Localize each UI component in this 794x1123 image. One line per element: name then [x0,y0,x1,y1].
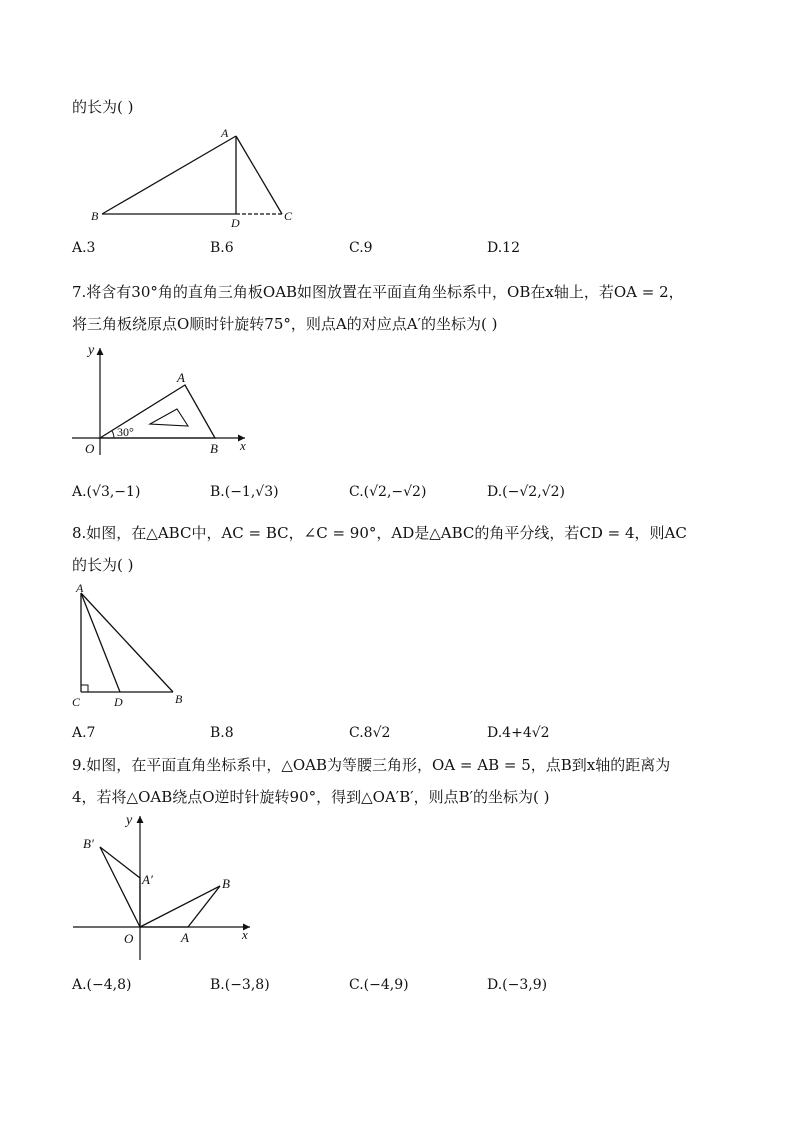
q6-option-d[interactable]: D.12 [487,240,520,256]
q8-stem-line1: 8.如图，在△ABC中，AC = BC，∠C = 90°，AD是△ABC的角平分线，若CD = 4，则AC [72,524,687,542]
q7-option-c[interactable]: C.(√2,−√2) [349,484,427,500]
q8-figure [70,582,195,710]
q7-stem-line1: 7.将含有30°角的直角三角板OAB如图放置在平面直角坐标系中，OB在x轴上，若OA = 2， [72,283,684,301]
q9-label-b-prime: B′ [83,836,94,851]
q6-option-a[interactable]: A.3 [72,240,96,256]
q7-option-d[interactable]: D.(−√2,√2) [487,484,565,500]
q6-option-c[interactable]: C.9 [349,240,373,256]
q9-option-b[interactable]: B.(−3,8) [210,977,270,993]
q9-label-b: B [222,876,230,891]
q7-label-o: O [85,441,95,456]
q9-stem-line2: 4，若将△OAB绕点O逆时针旋转90°，得到△OA′B′，则点B′的坐标为( ) [72,788,550,806]
q9-label-x: x [242,927,248,942]
q9-option-d[interactable]: D.(−3,9) [487,977,548,993]
q7-stem-line2: 将三角板绕原点O顺时针旋转75°，则点A的对应点A′的坐标为( ) [72,315,498,333]
q7-label-a: A [177,370,185,385]
q8-label-c: C [72,695,81,709]
q9-label-a: A [181,930,189,945]
q9-figure [70,808,260,963]
q9-label-a-prime: A′ [142,872,153,887]
q6-label-d: D [231,216,240,230]
q7-label-b: B [210,441,218,456]
q8-stem-line2: 的长为( ) [72,556,134,574]
q6-label-b: B [91,209,99,223]
q9-option-a[interactable]: A.(−4,8) [72,977,132,993]
q6-label-c: C [284,209,293,223]
q8-label-b: B [175,692,183,706]
q6-option-b[interactable]: B.6 [210,240,234,256]
q9-option-c[interactable]: C.(−4,9) [349,977,409,993]
q7-label-y: y [88,343,95,358]
q8-option-d[interactable]: D.4+4√2 [487,725,550,741]
q7-option-a[interactable]: A.(√3,−1) [72,484,141,500]
q7-label-x: x [240,438,246,453]
q9-label-y: y [126,813,133,828]
q8-option-b[interactable]: B.8 [210,725,234,741]
q6-figure [85,125,305,230]
q7-label-angle: 30° [117,425,134,439]
q9-label-o: O [124,931,134,946]
q7-figure [70,340,260,460]
q9-stem-line1: 9.如图，在平面直角坐标系中，△OAB为等腰三角形，OA = AB = 5，点B到x轴的距离为 [72,756,671,774]
q8-label-d: D [114,695,123,709]
q8-option-c[interactable]: C.8√2 [349,725,391,741]
q6-label-a: A [221,126,229,140]
q8-label-a: A [76,582,84,595]
q8-option-a[interactable]: A.7 [72,725,96,741]
q7-option-b[interactable]: B.(−1,√3) [210,484,279,500]
q6-stem-tail: 的长为( ) [72,98,134,116]
